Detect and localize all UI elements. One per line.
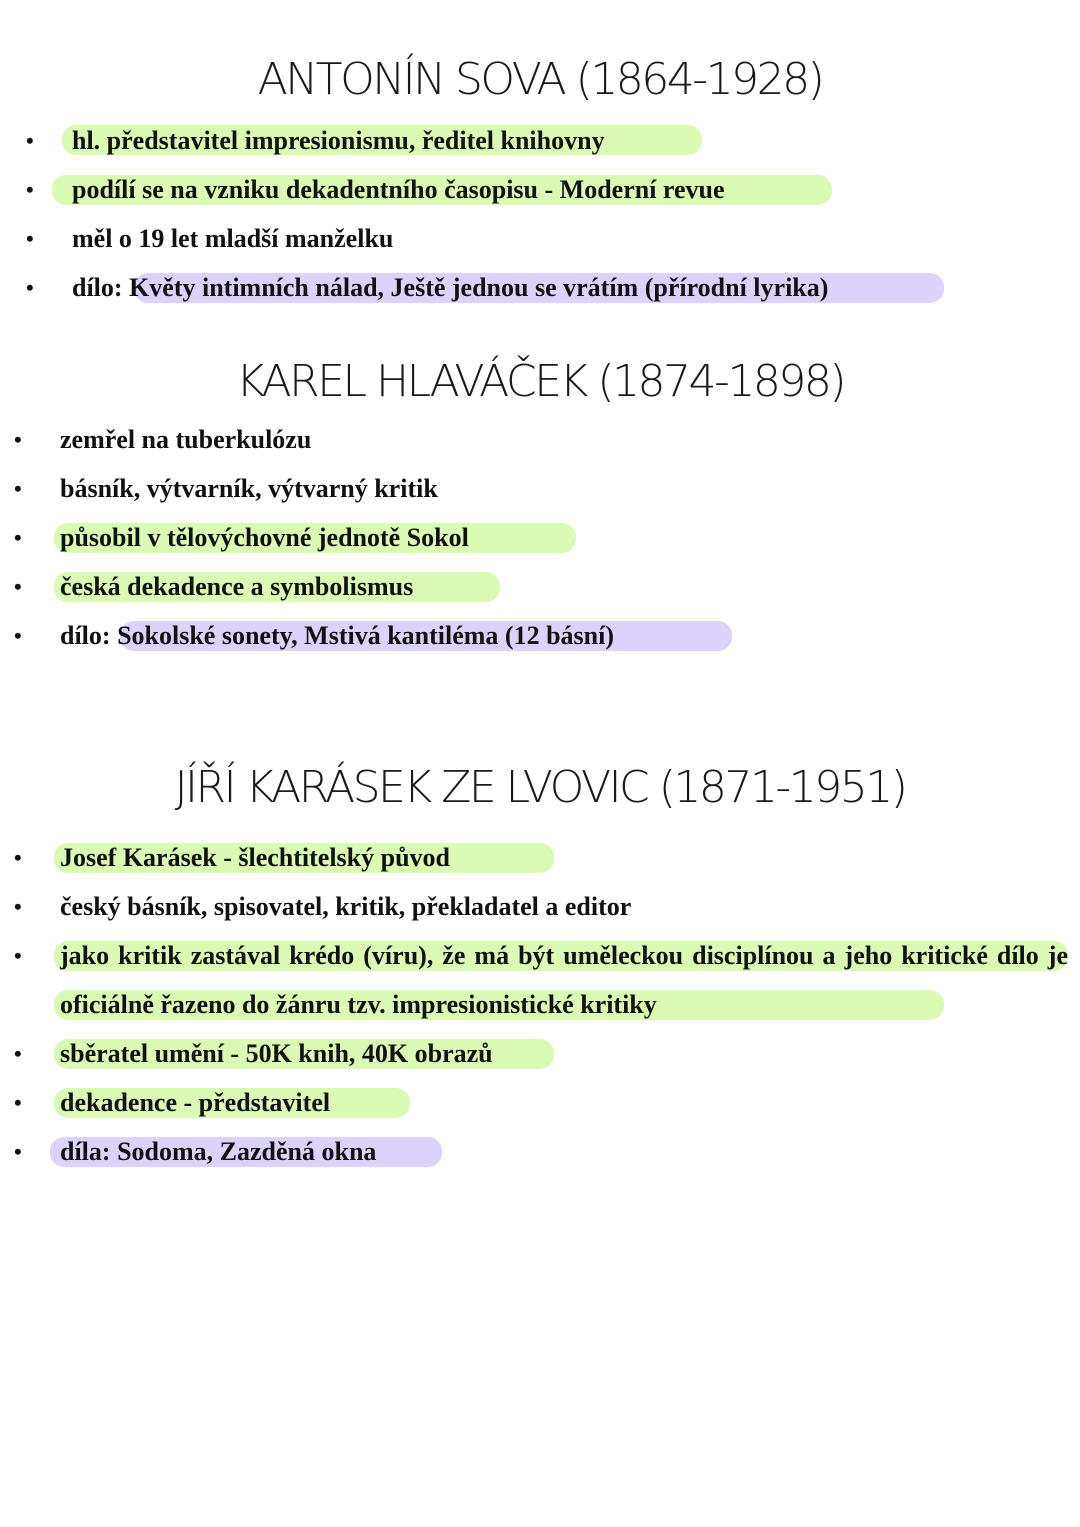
list-item bbox=[26, 116, 1048, 165]
list-item bbox=[14, 562, 1046, 611]
list-item-text: podílí se na vzniku dekadentního časopisu - Moderní revue bbox=[72, 175, 725, 204]
bullet-icon: • bbox=[26, 275, 34, 300]
list-item bbox=[14, 1127, 1068, 1176]
bullet-icon: • bbox=[14, 1090, 22, 1115]
list-item bbox=[14, 833, 1068, 882]
list-item bbox=[14, 1029, 1068, 1078]
bullet-icon: • bbox=[14, 894, 22, 919]
list-item bbox=[14, 513, 1046, 562]
section-list-karasek bbox=[14, 833, 1068, 1176]
bullet-icon: • bbox=[14, 427, 22, 452]
bullet-icon: • bbox=[14, 943, 22, 968]
list-item-text: dílo: Květy intimních nálad, Ještě jednou se vrátím (přírodní lyrika) bbox=[72, 273, 829, 302]
bullet-icon: • bbox=[26, 128, 34, 153]
list-item-text: zemřel na tuberkulózu bbox=[60, 425, 312, 454]
list-item bbox=[26, 165, 1048, 214]
list-item-text: působil v tělovýchovné jednotě Sokol bbox=[60, 523, 469, 552]
bullet-icon: • bbox=[14, 525, 22, 550]
list-item-text: Josef Karásek - šlechtitelský původ bbox=[60, 843, 450, 872]
bullet-icon: • bbox=[14, 1041, 22, 1066]
section-list-sova bbox=[26, 116, 1048, 312]
list-item-text: jako kritik zastával krédo (víru), že má být uměleckou disciplínou a jeho kritické dílo je oficiálně řazeno do žánru tzv. impresionistické kritiky bbox=[60, 941, 1068, 1019]
list-item bbox=[26, 214, 1048, 263]
bullet-icon: • bbox=[14, 845, 22, 870]
list-item-text: díla: Sodoma, Zazděná okna bbox=[60, 1137, 377, 1166]
bullet-icon: • bbox=[26, 226, 34, 251]
list-item bbox=[14, 464, 1046, 513]
section-title-karasek: JÍŘÍ KARÁSEK ZE LVOVIC (1871-1951) bbox=[174, 762, 906, 813]
section-list-hlavacek bbox=[14, 415, 1046, 660]
list-item bbox=[14, 415, 1046, 464]
list-item-text: český básník, spisovatel, kritik, překladatel a editor bbox=[60, 892, 632, 921]
section-title-hlavacek: KAREL HLAVÁČEK (1874-1898) bbox=[235, 356, 845, 407]
bullet-icon: • bbox=[14, 476, 22, 501]
list-item-text: dekadence - představitel bbox=[60, 1088, 331, 1117]
list-item-text: měl o 19 let mladší manželku bbox=[72, 224, 394, 253]
list-item-text: sběratel umění - 50K knih, 40K obrazů bbox=[60, 1039, 493, 1068]
list-item bbox=[14, 611, 1046, 660]
bullet-icon: • bbox=[26, 177, 34, 202]
list-item-text: dílo: Sokolské sonety, Mstivá kantiléma (12 básní) bbox=[60, 621, 615, 650]
section-title-sova: ANTONÍN SOVA (1864-1928) bbox=[257, 54, 823, 105]
bullet-icon: • bbox=[14, 1139, 22, 1164]
list-item-text: česká dekadence a symbolismus bbox=[60, 572, 414, 601]
list-item bbox=[14, 931, 1068, 1029]
list-item bbox=[14, 882, 1068, 931]
list-item-text: hl. představitel impresionismu, ředitel knihovny bbox=[72, 126, 605, 155]
list-item bbox=[26, 263, 1048, 312]
list-item bbox=[14, 1078, 1068, 1127]
list-item-text: básník, výtvarník, výtvarný kritik bbox=[60, 474, 438, 503]
bullet-icon: • bbox=[14, 574, 22, 599]
bullet-icon: • bbox=[14, 623, 22, 648]
